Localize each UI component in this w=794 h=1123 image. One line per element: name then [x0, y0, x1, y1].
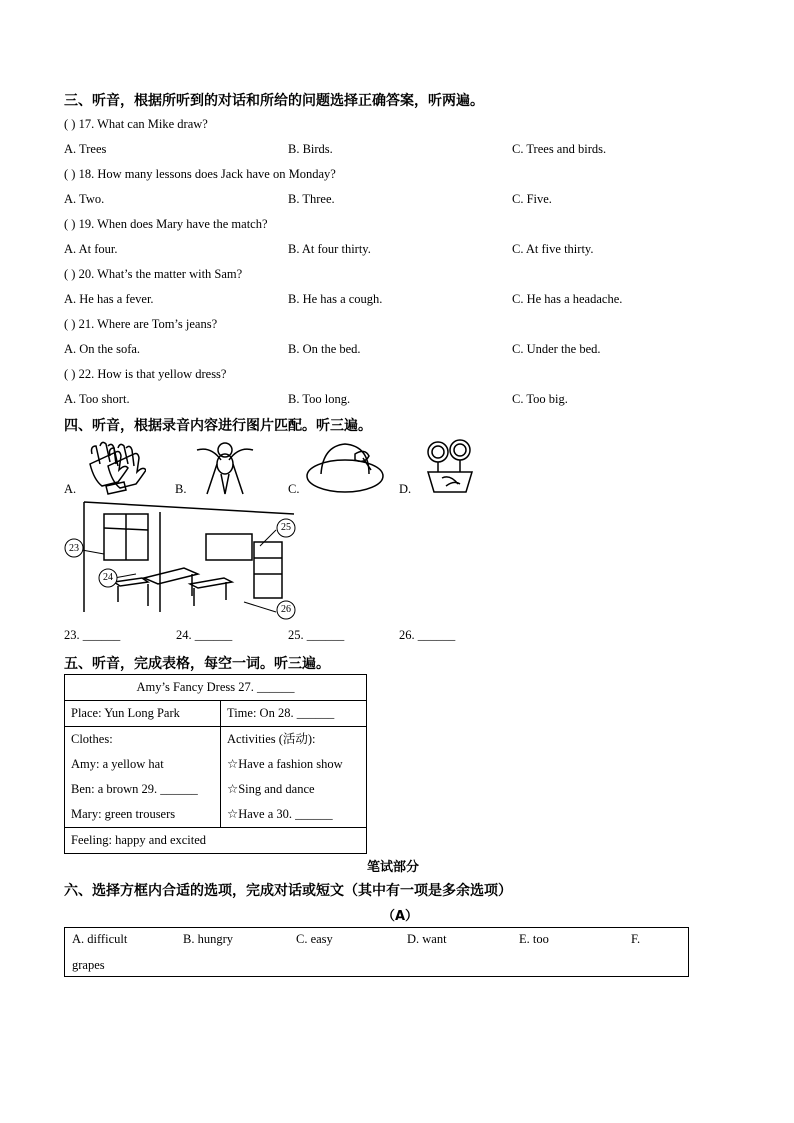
option-a-21: A. On the sofa.: [64, 342, 141, 356]
option-b-22: B. Too long.: [288, 392, 351, 406]
option-d: D. want: [407, 932, 447, 946]
question-21: ( ) 21. Where are Tom’s jeans?: [64, 317, 218, 331]
option-a-20: A. He has a fever.: [64, 292, 154, 306]
answer-26: 26. ______: [399, 628, 456, 642]
option-c-17: C. Trees and birds.: [512, 142, 607, 156]
time-cell: Time: On 28. ______: [221, 701, 367, 727]
section3-heading: 三、听音，根据所听到的对话和所给的问题选择正确答案，听两遍。: [64, 93, 484, 109]
pic-label-d: D.: [399, 482, 412, 496]
question-18: ( ) 18. How many lessons does Jack have on Monday?: [64, 167, 336, 181]
question-20: ( ) 20. What’s the matter with Sam?: [64, 267, 243, 281]
option-c-19: C. At five thirty.: [512, 242, 594, 256]
pic-label-c: C.: [288, 482, 300, 496]
option-a: A. difficult: [72, 932, 128, 946]
fancy-dress-table: [64, 674, 367, 854]
section6-heading: 六、选择方框内合适的选项，完成对话或短文（其中有一项是多余选项）: [64, 883, 512, 899]
section4-heading: 四、听音，根据录音内容进行图片匹配。听三遍。: [64, 418, 372, 434]
section5-heading: 五、听音，完成表格，每空一词。听三遍。: [64, 656, 330, 672]
activity-1: ☆Have a fashion show: [227, 757, 343, 771]
written-part-title: 笔试部分: [367, 860, 420, 875]
option-b-20: B. He has a cough.: [288, 292, 383, 306]
option-box: [64, 927, 689, 977]
clothes-ben: Ben: a brown 29. ______: [71, 782, 198, 796]
question-22: ( ) 22. How is that yellow dress?: [64, 367, 227, 381]
clothes-label: Clothes:: [71, 732, 113, 746]
flowers-icon: [422, 438, 478, 496]
option-a-18: A. Two.: [64, 192, 105, 206]
option-b-19: B. At four thirty.: [288, 242, 371, 256]
option-b-21: B. On the bed.: [288, 342, 361, 356]
answer-23: 23. ______: [64, 628, 121, 642]
question-19: ( ) 19. When does Mary have the match?: [64, 217, 268, 231]
clothes-mary: Mary: green trousers: [71, 807, 176, 821]
option-c-20: C. He has a headache.: [512, 292, 623, 306]
pic-label-a: A.: [64, 482, 77, 496]
answer-25: 25. ______: [288, 628, 345, 642]
activity-2: ☆Sing and dance: [227, 782, 315, 796]
option-c-18: C. Five.: [512, 192, 552, 206]
hat-icon: [305, 438, 385, 496]
gloves-icon: [86, 440, 146, 496]
option-c-22: C. Too big.: [512, 392, 568, 406]
option-b-18: B. Three.: [288, 192, 335, 206]
clothes-amy: Amy: a yellow hat: [71, 757, 164, 771]
place-cell: Place: Yun Long Park: [65, 701, 221, 727]
callout-26: 26: [281, 604, 291, 615]
option-a-17: A. Trees: [64, 142, 107, 156]
callout-24: 24: [103, 572, 113, 583]
callout-23: 23: [69, 543, 79, 554]
answer-24: 24. ______: [176, 628, 233, 642]
feeling-cell: Feeling: happy and excited: [65, 828, 367, 854]
option-a-22: A. Too short.: [64, 392, 130, 406]
kite-icon: [195, 438, 255, 498]
option-b: B. hungry: [183, 932, 233, 946]
pic-label-b: B.: [175, 482, 187, 496]
option-f: F.: [631, 932, 641, 946]
option-b-17: B. Birds.: [288, 142, 333, 156]
option-e: E. too: [519, 932, 549, 946]
option-c-21: C. Under the bed.: [512, 342, 601, 356]
callout-25: 25: [281, 522, 291, 533]
question-17: ( ) 17. What can Mike draw?: [64, 117, 208, 131]
option-c: C. easy: [296, 932, 333, 946]
activities-label: Activities (活动):: [227, 732, 316, 746]
section6-sub: （A）: [382, 909, 419, 924]
classroom-picture: [64, 498, 304, 620]
option-f-word: grapes: [72, 958, 105, 972]
activity-3: ☆Have a 30. ______: [227, 807, 333, 821]
table-title: Amy’s Fancy Dress 27. ______: [65, 675, 367, 701]
option-a-19: A. At four.: [64, 242, 118, 256]
